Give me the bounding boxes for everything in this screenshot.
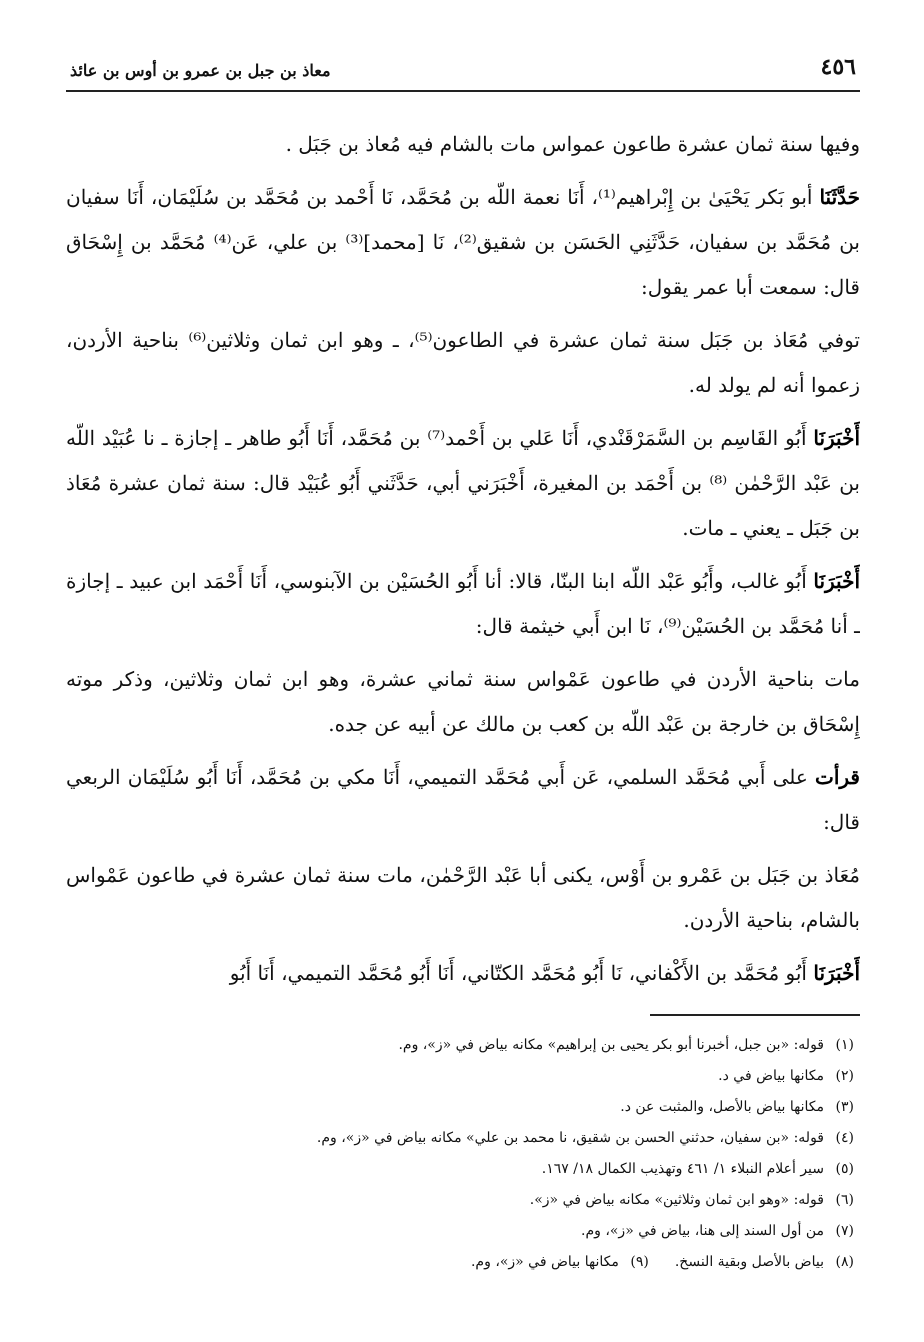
isnad-lead: أَخْبَرَنَا	[813, 961, 860, 985]
footnote: (٥)سير أعلام النبلاء ١/ ٤٦١ وتهذيب الكمال ١٨/ ١٦٧.	[541, 1161, 854, 1177]
paragraph: توفي مُعَاذ بن جَبَل سنة ثمان عشرة في الطاعون⁽⁵⁾، ـ وهو ابن ثمان وثلاثين⁽⁶⁾ بناحية الأردن، زعموا أنه لم يولد له.	[66, 328, 860, 397]
isnad-lead: حَدَّثَنَا	[819, 185, 860, 209]
paragraph: حَدَّثَنَا أبو بَكر يَحْيَىٰ بن إِبْراهيم⁽¹⁾، أَنَا نعمة اللّه بن مُحَمَّد، نَا أَحْمد بن مُحَمَّد بن سُلَيْمَان، أَنَا سفيان بن مُحَمَّد بن سفيان، حَدَّثَنِي الحَسَن بن شقيق⁽²⁾، نَا [محمد]⁽³⁾ بن علي، عَن⁽⁴⁾ مُحَمَّد بن إِسْحَاق قال: سمعت أبا عمر يقول:	[66, 185, 860, 299]
page-header	[66, 40, 860, 92]
footnote: (٤)قوله: «بن سفيان، حدثني الحسن بن شقيق، نا محمد بن علي» مكانه بياض في «ز»، وم.	[316, 1130, 854, 1146]
isnad-lead: أَخْبَرَنَا	[813, 569, 860, 593]
isnad-lead: قرأت	[815, 765, 860, 789]
paragraph: قرأت على أَبي مُحَمَّد السلمي، عَن أَبي مُحَمَّد التميمي، أَنَا مكي بن مُحَمَّد، أَنَا أَبُو سُلَيْمَان الربعي قال:	[66, 765, 860, 834]
footnote: (٨) بياض بالأصل وبقية النسخ. (٩) مكانها بياض في «ز»، وم.	[66, 1247, 854, 1278]
footnote: (٧)من أول السند إلى هنا، بياض في «ز»، وم.	[581, 1223, 854, 1239]
paragraph: مُعَاذ بن جَبَل بن عَمْرو بن أَوْس، يكنى أبا عَبْد الرَّحْمٰن، مات سنة ثمان عشرة في طاعون عَمْواس بالشام، بناحية الأردن.	[66, 863, 860, 932]
running-title: معاذ بن جبل بن عمرو بن أوس بن عائذ	[70, 61, 331, 80]
footnote: (٣)مكانها بياض بالأصل، والمثبت عن د.	[620, 1099, 854, 1115]
main-text	[66, 122, 860, 996]
paragraph: أَخْبَرَنَا أَبُو مُحَمَّد بن الأَكْفاني، نَا أَبُو مُحَمَّد الكتّاني، أَنَا أَبُو مُحَمَّد التميمي، أَنَا أَبُو	[229, 961, 860, 985]
page-number: ٤٥٦	[820, 54, 856, 80]
footnote: (١)قوله: «بن جبل، أخبرنا أبو بكر يحيى بن إبراهيم» مكانه بياض في «ز»، وم.	[398, 1037, 854, 1053]
isnad-lead: أَخْبَرَنَا	[813, 426, 860, 450]
footnote: (٢)مكانها بياض في د.	[718, 1068, 854, 1084]
footnote-number: (٩)	[630, 1254, 649, 1270]
paragraph: أَخْبَرَنَا أَبُو غالب، وأَبُو عَبْد اللّه ابنا البنّا، قالا: أنا أَبُو الحُسَيْن بن الآبنوسي، أَنَا أَحْمَد ابن عبيد ـ إجازة ـ أنا مُحَمَّد بن الحُسَيْن⁽⁹⁾، نَا ابن أَبي خيثمة قال:	[66, 569, 860, 638]
paragraph: أَخْبَرَنَا أَبُو القَاسِم بن السَّمَرْقَنْدي، أَنَا عَلي بن أَحْمد⁽⁷⁾ بن مُحَمَّد، أَنَا أَبُو طاهر ـ إجازة ـ نا عُبَيْد اللّه بن عَبْد الرَّحْمٰن ⁽⁸⁾ بن أَحْمَد بن المغيرة، أَخْبَرَني أبي، حَدَّثَني أَبُو عُبَيْد قال: سنة ثمان عشرة مُعَاذ بن جَبَل ـ يعني ـ مات.	[66, 426, 860, 540]
paragraph: وفيها سنة ثمان عشرة طاعون عمواس مات بالشام فيه مُعاذ بن جَبَل .	[285, 132, 860, 156]
footnotes	[66, 1030, 860, 1278]
paragraph: مات بناحية الأردن في طاعون عَمْواس سنة ثماني عشرة، وهو ابن ثمان وثلاثين، وذكر موته إِسْحَاق بن خارجة بن عَبْد اللّه بن كعب بن مالك عن أبيه عن جده.	[66, 667, 860, 736]
footnote: (٦)قوله: «وهو ابن ثمان وثلاثين» مكانه بياض في «ز».	[529, 1192, 854, 1208]
footnote-text: مكانها بياض في «ز»، وم.	[470, 1254, 619, 1270]
book-page	[66, 40, 860, 1300]
footnote-divider	[650, 1014, 860, 1016]
